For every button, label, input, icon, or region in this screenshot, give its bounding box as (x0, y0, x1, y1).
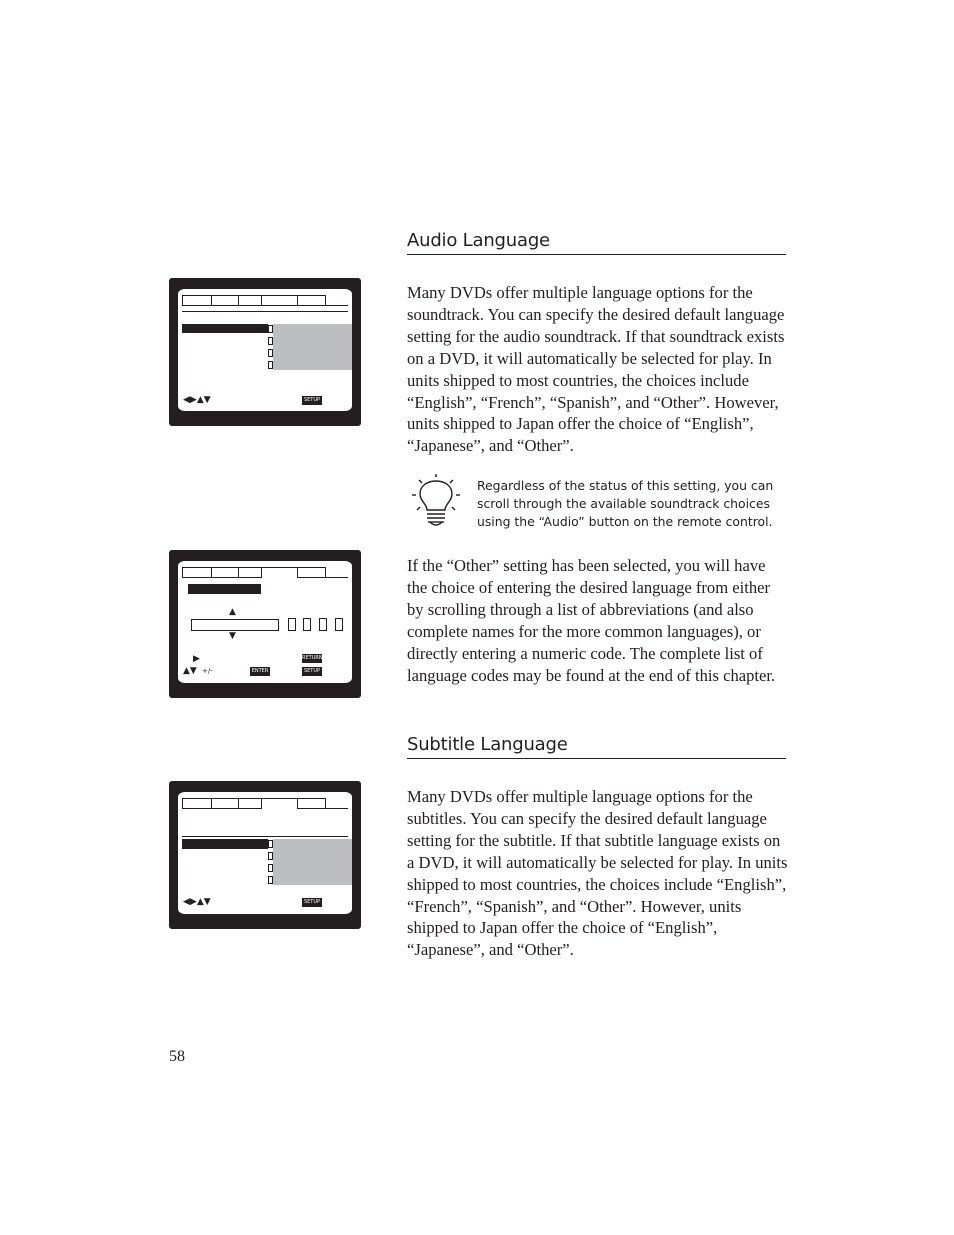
option-radio (268, 349, 273, 357)
option-radio (268, 852, 273, 860)
subtitle-language-paragraph: Many DVDs offer multiple language options for the subtitles. You can specify the desired default language setting for the subtitle. If that subtitle language exists on a DVD, it will automatically be selected for play. In units shipped to most countries, the choices include “English”, “French”, “Spanish”, and “Other”. However, units shipped to Japan offer the choice of “English”, “Japanese”, and “Other”. (407, 787, 788, 960)
subtitle-language-screen (169, 781, 361, 929)
code-digit-box (319, 618, 327, 631)
down-arrow-icon: ▼ (229, 631, 236, 641)
audio-language-heading: Audio Language (407, 230, 786, 255)
nav-arrows-icon: ◀▶▲▼ (183, 395, 211, 405)
setup-button-label: SETUP (303, 899, 321, 905)
code-digit-box (288, 618, 296, 631)
setup-button-label: SETUP (303, 668, 321, 674)
option-radio (268, 864, 273, 872)
other-language-screen (169, 550, 361, 698)
other-setting-paragraph: If the “Other” setting has been selected, you will have the choice of entering the desired language from either by scrolling through a list of abbreviations (and also complete names for the more common languages), or directly entering a numeric code. The complete list of language codes may be found at the end of this chapter. (407, 556, 776, 685)
option-radio (268, 325, 273, 333)
audio-language-paragraph: Many DVDs offer multiple language options for the soundtrack. You can specify the desired default language setting for the audio soundtrack. If that soundtrack exists on a DVD, it will automatically be selected for play. In units shipped to most countries, the choices include “English”, “French”, “Spanish”, and “Other”. However, units shipped to Japan offer the choice of “English”, “Japanese”, and “Other”. (407, 283, 785, 456)
option-radio (268, 876, 273, 884)
language-input-field (191, 619, 279, 631)
nav-arrows-icon: ◀▶▲▼ (183, 897, 211, 907)
subtitle-language-heading: Subtitle Language (407, 734, 786, 759)
selected-menu-row (188, 584, 261, 594)
code-digit-box (303, 618, 311, 631)
audio-language-screen (169, 278, 361, 426)
option-radio (268, 337, 273, 345)
updown-arrows-icon: ▲▼ (183, 666, 197, 676)
setup-button-label: SETUP (303, 397, 321, 403)
options-panel (273, 324, 352, 370)
selected-menu-row (182, 324, 268, 333)
right-arrow-icon: ▶ (193, 654, 200, 664)
enter-button-label: ENTER (251, 668, 269, 674)
up-arrow-icon: ▲ (229, 607, 236, 617)
option-radio (268, 361, 273, 369)
return-button-label: RETURN (302, 655, 323, 661)
option-radio (268, 840, 273, 848)
tip-text: Regardless of the status of this setting, you can scroll through the available soundtrack choices using the “Audio” button on the remote control. (477, 478, 774, 529)
lightbulb-icon (412, 474, 460, 530)
selected-menu-row (182, 839, 268, 849)
options-panel (273, 839, 352, 885)
plus-minus-label: +/- (202, 667, 213, 675)
code-digit-box (335, 618, 343, 631)
page-number: 58 (169, 1048, 185, 1065)
